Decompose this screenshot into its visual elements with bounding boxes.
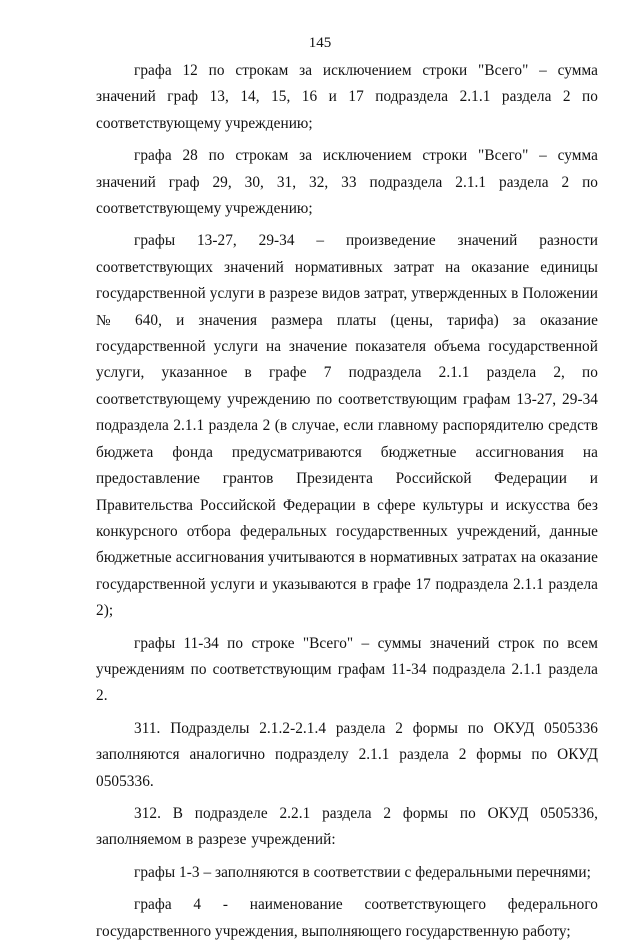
paragraph-item-311: 311. Подразделы 2.1.2-2.1.4 раздела 2 формы по ОКУД 0505336 заполняются аналогично подразделу 2.1.1 раздела 2 формы по ОКУД 0505336. (96, 719, 598, 790)
paragraph-item-312: 312. В подразделе 2.2.1 раздела 2 формы по ОКУД 0505336, заполняемом в разрезе учреждений: (96, 804, 598, 849)
paragraph-graphs-1-3: графы 1-3 – заполняются в соответствии с федеральными перечнями; (134, 863, 591, 881)
paragraph-graph-28: графа 28 по строкам за исключением строки "Всего" – сумма значений граф 29, 30, 31, 32, 33 подраздела 2.1.1 раздела 2 по соответствующему учреждению; (96, 147, 598, 218)
page-number: 145 (308, 35, 332, 51)
paragraph-graph-12: графа 12 по строкам за исключением строки "Всего" – сумма значений граф 13, 14, 15, 16 и 17 подраздела 2.1.1 раздела 2 по соответствующему учреждению; (96, 62, 598, 132)
document-body (96, 58, 598, 951)
paragraph-graph-4: графа 4 - наименование соответствующего федерального государственного учреждения, выполняющего государственную работу; (96, 896, 598, 940)
paragraph-graphs-11-34: графы 11-34 по строке "Всего" – суммы значений строк по всем учреждениям по соответствующим графам 11-34 подраздела 2.1.1 раздела 2. (96, 634, 598, 705)
paragraph-graphs-13-27: графы 13-27, 29-34 – произведение значений разности соответствующих значений нормативных затрат на оказание единицы государственной услуги в разрезе видов затрат, утвержденных в Положении № 640, и значения размера платы (цены, тарифа) за оказание государственной услуги на значение показателя объема государственной услуги, указанное в графе 7 подраздела 2.1.1 раздела 2, по соответствующему учреждению по соответствующим графам 13-27, 29-34 подраздела 2.1.1 раздела 2 (в случае, если главному распорядителю средств бюджета фонда предусматриваются бюджетные ассигнования на предоставление грантов Президента Российской Федерации и Правительства Российской Федерации в сфере культуры и искусства без конкурсного отбора федеральных государственных учреждений, данные бюджетные ассигнования учитываются в нормативных затратах на оказание государственной услуги и указываются в графе 17 подраздела 2.1.1 раздела 2); (96, 232, 598, 620)
